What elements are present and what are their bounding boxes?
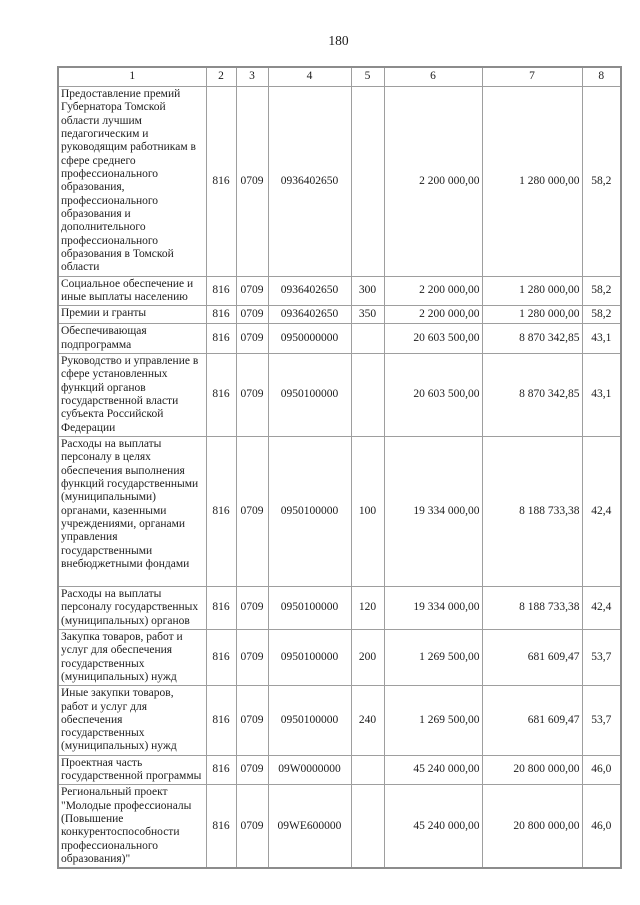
percent-cell: 43,1 xyxy=(582,353,621,436)
expense-type-cell xyxy=(351,324,384,354)
percent-cell: 43,1 xyxy=(582,324,621,354)
target-article-cell: 0950100000 xyxy=(268,353,351,436)
actual-amount-cell: 20 800 000,00 xyxy=(482,785,582,868)
plan-amount-cell: 45 240 000,00 xyxy=(384,755,482,785)
plan-amount-cell: 20 603 500,00 xyxy=(384,353,482,436)
plan-amount-cell: 19 334 000,00 xyxy=(384,586,482,629)
expense-type-cell xyxy=(351,755,384,785)
table-row xyxy=(58,306,621,324)
expense-type-cell: 350 xyxy=(351,306,384,324)
plan-amount-cell: 2 200 000,00 xyxy=(384,276,482,306)
column-header-2: 2 xyxy=(206,67,236,87)
target-article-cell: 0936402650 xyxy=(268,87,351,277)
expense-name-cell: Предоставление премий Губернатора Томской области лучшим педагогическим и руководящим работникам в сфере среднего профессионального образования, профессионального образования и дополнительного профессионального образования в Томской области xyxy=(58,87,206,277)
actual-amount-cell: 1 280 000,00 xyxy=(482,276,582,306)
page-number: 180 xyxy=(328,33,349,48)
expense-name-cell: Обеспечивающая подпрограмма xyxy=(58,324,206,354)
section-code-cell: 0709 xyxy=(236,276,268,306)
expense-name-cell: Премии и гранты xyxy=(58,306,206,324)
plan-amount-cell: 1 269 500,00 xyxy=(384,686,482,756)
section-code-cell: 0709 xyxy=(236,436,268,586)
actual-amount-cell: 8 188 733,38 xyxy=(482,436,582,586)
section-code-cell: 0709 xyxy=(236,586,268,629)
column-header-5: 5 xyxy=(351,67,384,87)
actual-amount-cell: 20 800 000,00 xyxy=(482,755,582,785)
expense-name-cell: Расходы на выплаты персоналу государственных (муниципальных) органов xyxy=(58,586,206,629)
actual-amount-cell: 8 870 342,85 xyxy=(482,324,582,354)
grbs-code-cell: 816 xyxy=(206,87,236,277)
expense-type-cell xyxy=(351,353,384,436)
expense-type-cell: 200 xyxy=(351,629,384,685)
expense-name-cell: Закупка товаров, работ и услуг для обеспечения государственных (муниципальных) нужд xyxy=(58,629,206,685)
percent-cell: 53,7 xyxy=(582,686,621,756)
section-code-cell: 0709 xyxy=(236,306,268,324)
plan-amount-cell: 19 334 000,00 xyxy=(384,436,482,586)
grbs-code-cell: 816 xyxy=(206,586,236,629)
grbs-code-cell: 816 xyxy=(206,629,236,685)
table-row xyxy=(58,353,621,436)
table-row xyxy=(58,276,621,306)
section-code-cell: 0709 xyxy=(236,755,268,785)
target-article-cell: 09WE600000 xyxy=(268,785,351,868)
target-article-cell: 0950100000 xyxy=(268,629,351,685)
column-header-1: 1 xyxy=(58,67,206,87)
expense-type-cell: 120 xyxy=(351,586,384,629)
actual-amount-cell: 8 188 733,38 xyxy=(482,586,582,629)
section-code-cell: 0709 xyxy=(236,686,268,756)
expense-type-cell xyxy=(351,87,384,277)
expense-type-cell: 100 xyxy=(351,436,384,586)
table-row xyxy=(58,785,621,868)
expense-type-cell: 300 xyxy=(351,276,384,306)
grbs-code-cell: 816 xyxy=(206,785,236,868)
plan-amount-cell: 20 603 500,00 xyxy=(384,324,482,354)
percent-cell: 46,0 xyxy=(582,785,621,868)
table-row xyxy=(58,436,621,586)
actual-amount-cell: 1 280 000,00 xyxy=(482,306,582,324)
table-row xyxy=(58,87,621,277)
section-code-cell: 0709 xyxy=(236,353,268,436)
section-code-cell: 0709 xyxy=(236,324,268,354)
column-header-7: 7 xyxy=(482,67,582,87)
percent-cell: 58,2 xyxy=(582,276,621,306)
table-row xyxy=(58,755,621,785)
expense-name-cell: Иные закупки товаров, работ и услуг для обеспечения государственных (муниципальных) нужд xyxy=(58,686,206,756)
expense-name-cell: Расходы на выплаты персоналу в целях обеспечения выполнения функций государственными (муниципальными) органами, казенными учреждениями, органами управления государственными внебюджетными фондами xyxy=(58,436,206,586)
table-row xyxy=(58,324,621,354)
actual-amount-cell: 1 280 000,00 xyxy=(482,87,582,277)
grbs-code-cell: 816 xyxy=(206,324,236,354)
percent-cell: 58,2 xyxy=(582,87,621,277)
grbs-code-cell: 816 xyxy=(206,436,236,586)
column-header-6: 6 xyxy=(384,67,482,87)
section-code-cell: 0709 xyxy=(236,785,268,868)
expense-name-cell: Региональный проект "Молодые профессионалы (Повышение конкурентоспособности профессионального образования)" xyxy=(58,785,206,868)
table-row xyxy=(58,629,621,685)
plan-amount-cell: 2 200 000,00 xyxy=(384,306,482,324)
target-article-cell: 0936402650 xyxy=(268,276,351,306)
target-article-cell: 0950100000 xyxy=(268,686,351,756)
actual-amount-cell: 8 870 342,85 xyxy=(482,353,582,436)
budget-table xyxy=(57,66,622,869)
percent-cell: 46,0 xyxy=(582,755,621,785)
grbs-code-cell: 816 xyxy=(206,306,236,324)
percent-cell: 42,4 xyxy=(582,586,621,629)
percent-cell: 58,2 xyxy=(582,306,621,324)
expense-name-cell: Социальное обеспечение и иные выплаты населению xyxy=(58,276,206,306)
grbs-code-cell: 816 xyxy=(206,755,236,785)
column-header-3: 3 xyxy=(236,67,268,87)
expense-name-cell: Проектная часть государственной программы xyxy=(58,755,206,785)
actual-amount-cell: 681 609,47 xyxy=(482,686,582,756)
target-article-cell: 09W0000000 xyxy=(268,755,351,785)
plan-amount-cell: 45 240 000,00 xyxy=(384,785,482,868)
expense-type-cell xyxy=(351,785,384,868)
grbs-code-cell: 816 xyxy=(206,276,236,306)
expense-type-cell: 240 xyxy=(351,686,384,756)
plan-amount-cell: 2 200 000,00 xyxy=(384,87,482,277)
target-article-cell: 0950100000 xyxy=(268,436,351,586)
grbs-code-cell: 816 xyxy=(206,353,236,436)
section-code-cell: 0709 xyxy=(236,87,268,277)
actual-amount-cell: 681 609,47 xyxy=(482,629,582,685)
target-article-cell: 0950100000 xyxy=(268,586,351,629)
target-article-cell: 0950000000 xyxy=(268,324,351,354)
table-header-row xyxy=(58,67,621,87)
expense-name-cell: Руководство и управление в сфере установленных функций органов государственной власти субъекта Российской Федерации xyxy=(58,353,206,436)
plan-amount-cell: 1 269 500,00 xyxy=(384,629,482,685)
table-row xyxy=(58,586,621,629)
grbs-code-cell: 816 xyxy=(206,686,236,756)
section-code-cell: 0709 xyxy=(236,629,268,685)
percent-cell: 53,7 xyxy=(582,629,621,685)
column-header-8: 8 xyxy=(582,67,621,87)
table-row xyxy=(58,686,621,756)
column-header-4: 4 xyxy=(268,67,351,87)
percent-cell: 42,4 xyxy=(582,436,621,586)
target-article-cell: 0936402650 xyxy=(268,306,351,324)
